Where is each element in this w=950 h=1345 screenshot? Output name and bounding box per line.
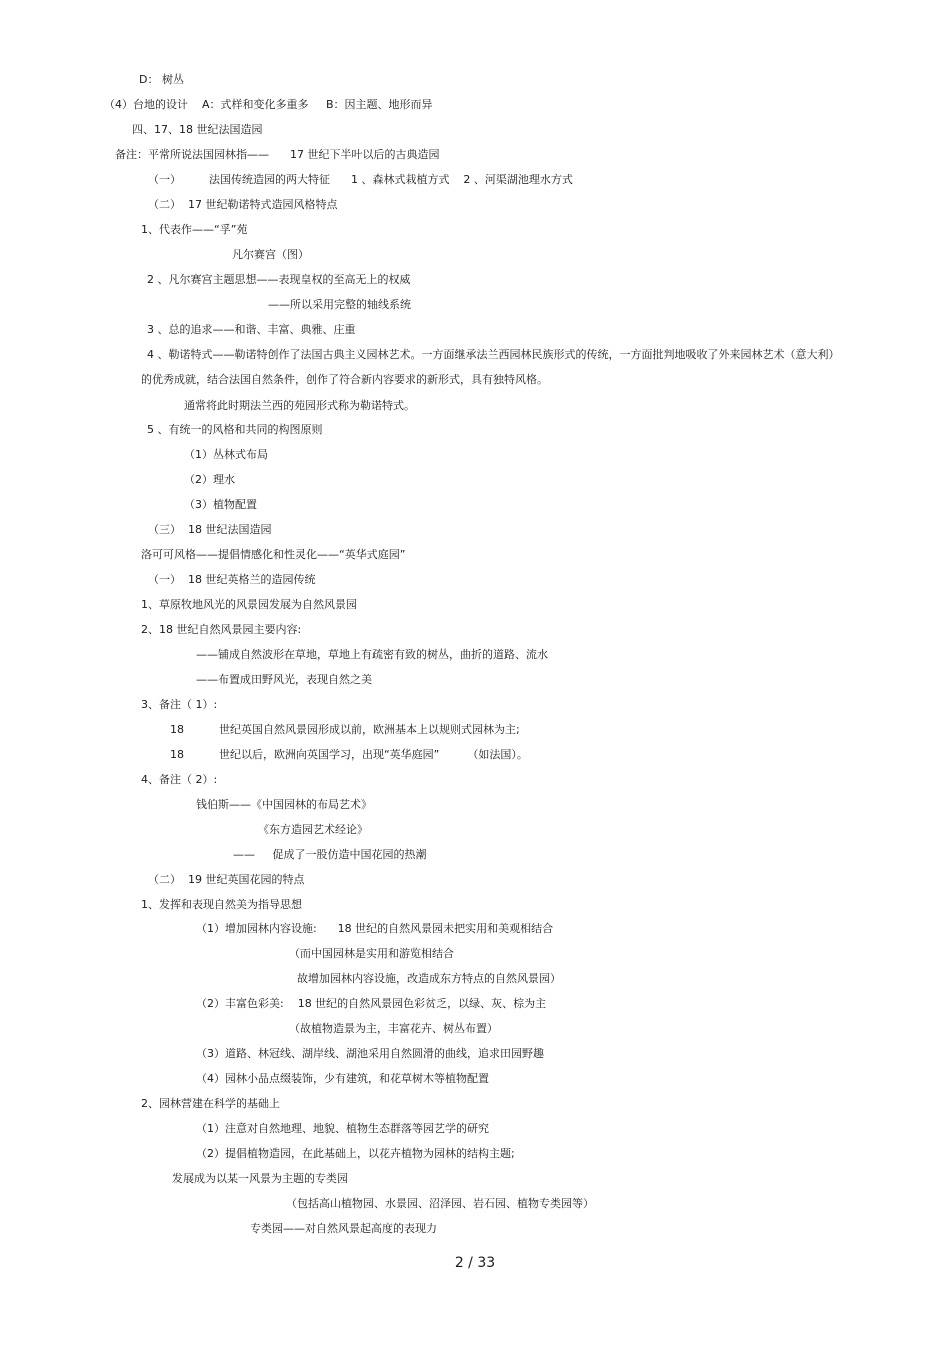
text-line: 备注：平常所说法国园林指—— 17 世纪下半叶以后的古典造园 xyxy=(115,148,440,161)
list-item: （1）增加园林内容设施: 18 世纪的自然风景园未把实用和美观相结合 xyxy=(196,922,554,935)
text-line: 1、代表作——“孚”苑 xyxy=(141,223,248,236)
text-line: 1、发挥和表现自然美为指导思想 xyxy=(141,898,302,911)
text-line: 的优秀成就，结合法国自然条件，创作了符合新内容要求的新形式，具有独特风格。 xyxy=(141,373,548,386)
text-line: 2、园林营建在科学的基础上 xyxy=(141,1097,280,1110)
text-line: 通常将此时期法兰西的苑园形式称为勒诺特式。 xyxy=(184,399,415,412)
list-item: （3）植物配置 xyxy=(184,498,257,511)
text-line: 18 世纪以后，欧洲向英国学习，出现“英华庭园” （如法国）。 xyxy=(170,748,528,761)
text-line: （4）台地的设计 A：式样和变化多重多 B：因主题、地形而异 xyxy=(104,98,433,111)
text-line: 3 、总的追求——和谐、丰富、典雅、庄重 xyxy=(147,323,356,336)
text-line: 洛可可风格——提倡情感化和性灵化——“英华式庭园” xyxy=(141,548,406,561)
text-line: 发展成为以某一风景为主题的专类园 xyxy=(172,1172,348,1185)
text-line: （包括高山植物园、水景园、沼泽园、岩石园、植物专类园等） xyxy=(286,1197,594,1210)
section-heading: 四、17、18 世纪法国造园 xyxy=(132,123,263,136)
subsection-heading: （一） 18 世纪英格兰的造园传统 xyxy=(148,573,316,586)
text-line: 2、18 世纪自然风景园主要内容: xyxy=(141,623,302,636)
text-line: —— 促成了一股仿造中国花园的热潮 xyxy=(233,848,427,861)
text-line: ——铺成自然波形在草地，草地上有疏密有致的树丛，曲折的道路、流水 xyxy=(196,648,548,661)
text-line: 故增加园林内容设施，改造成东方特点的自然风景园） xyxy=(297,972,561,985)
subsection-heading: （二） 17 世纪勒诺特式造园风格特点 xyxy=(148,198,338,211)
text-line: ——布置成田野风光，表现自然之美 xyxy=(196,673,372,686)
text-line: 4、备注（ 2）: xyxy=(141,773,218,786)
list-item: （1）注意对自然地理、地貌、植物生态群落等园艺学的研究 xyxy=(196,1122,489,1135)
text-line: 18 世纪英国自然风景园形成以前，欧洲基本上以规则式园林为主; xyxy=(170,723,520,736)
text-line: D： 树丛 xyxy=(139,73,184,86)
page-number: 2 / 33 xyxy=(454,1255,496,1271)
text-line: 《东方造园艺术经论》 xyxy=(258,823,368,836)
text-line: （而中国园林是实用和游览相结合 xyxy=(289,947,454,960)
text-line: （一） 法国传统造园的两大特征 1 、森林式栽植方式 2 、河渠湖池理水方式 xyxy=(148,173,573,186)
text-line: 1、草原牧地风光的风景园发展为自然风景园 xyxy=(141,598,357,611)
text-line: 4 、勒诺特式——勒诺特创作了法国古典主义园林艺术。一方面继承法兰西园林民族形式的传统，一方面批判地吸收了外来园林艺术（意大利） xyxy=(147,348,840,361)
text-line: 2 、凡尔赛宫主题思想——表现皇权的至高无上的权威 xyxy=(147,273,411,286)
text-line: 钱伯斯——《中国园林的布局艺术》 xyxy=(196,798,372,811)
text-line: 5 、有统一的风格和共同的构图原则 xyxy=(147,423,323,436)
list-item: （3）道路、林冠线、湖岸线、湖池采用自然圆滑的曲线，追求田园野趣 xyxy=(196,1047,544,1060)
list-item: （2）理水 xyxy=(184,473,235,486)
list-item: （1）丛林式布局 xyxy=(184,448,268,461)
text-line: ——所以采用完整的轴线系统 xyxy=(268,298,411,311)
text-line: 凡尔赛宫（图） xyxy=(232,248,309,261)
list-item: （2）提倡植物造园，在此基础上，以花卉植物为园林的结构主题; xyxy=(196,1147,515,1160)
subsection-heading: （三） 18 世纪法国造园 xyxy=(148,523,272,536)
text-line: 3、备注（ 1）: xyxy=(141,698,218,711)
text-line: （故植物造景为主，丰富花卉、树丛布置） xyxy=(289,1022,498,1035)
list-item: （2）丰富色彩美: 18 世纪的自然风景园色彩贫乏，以绿、灰、棕为主 xyxy=(196,997,547,1010)
list-item: （4）园林小品点缀装饰，少有建筑，和花草树木等植物配置 xyxy=(196,1072,489,1085)
subsection-heading: （二） 19 世纪英国花园的特点 xyxy=(148,873,305,886)
text-line: 专类园——对自然风景起高度的表现力 xyxy=(250,1222,437,1235)
